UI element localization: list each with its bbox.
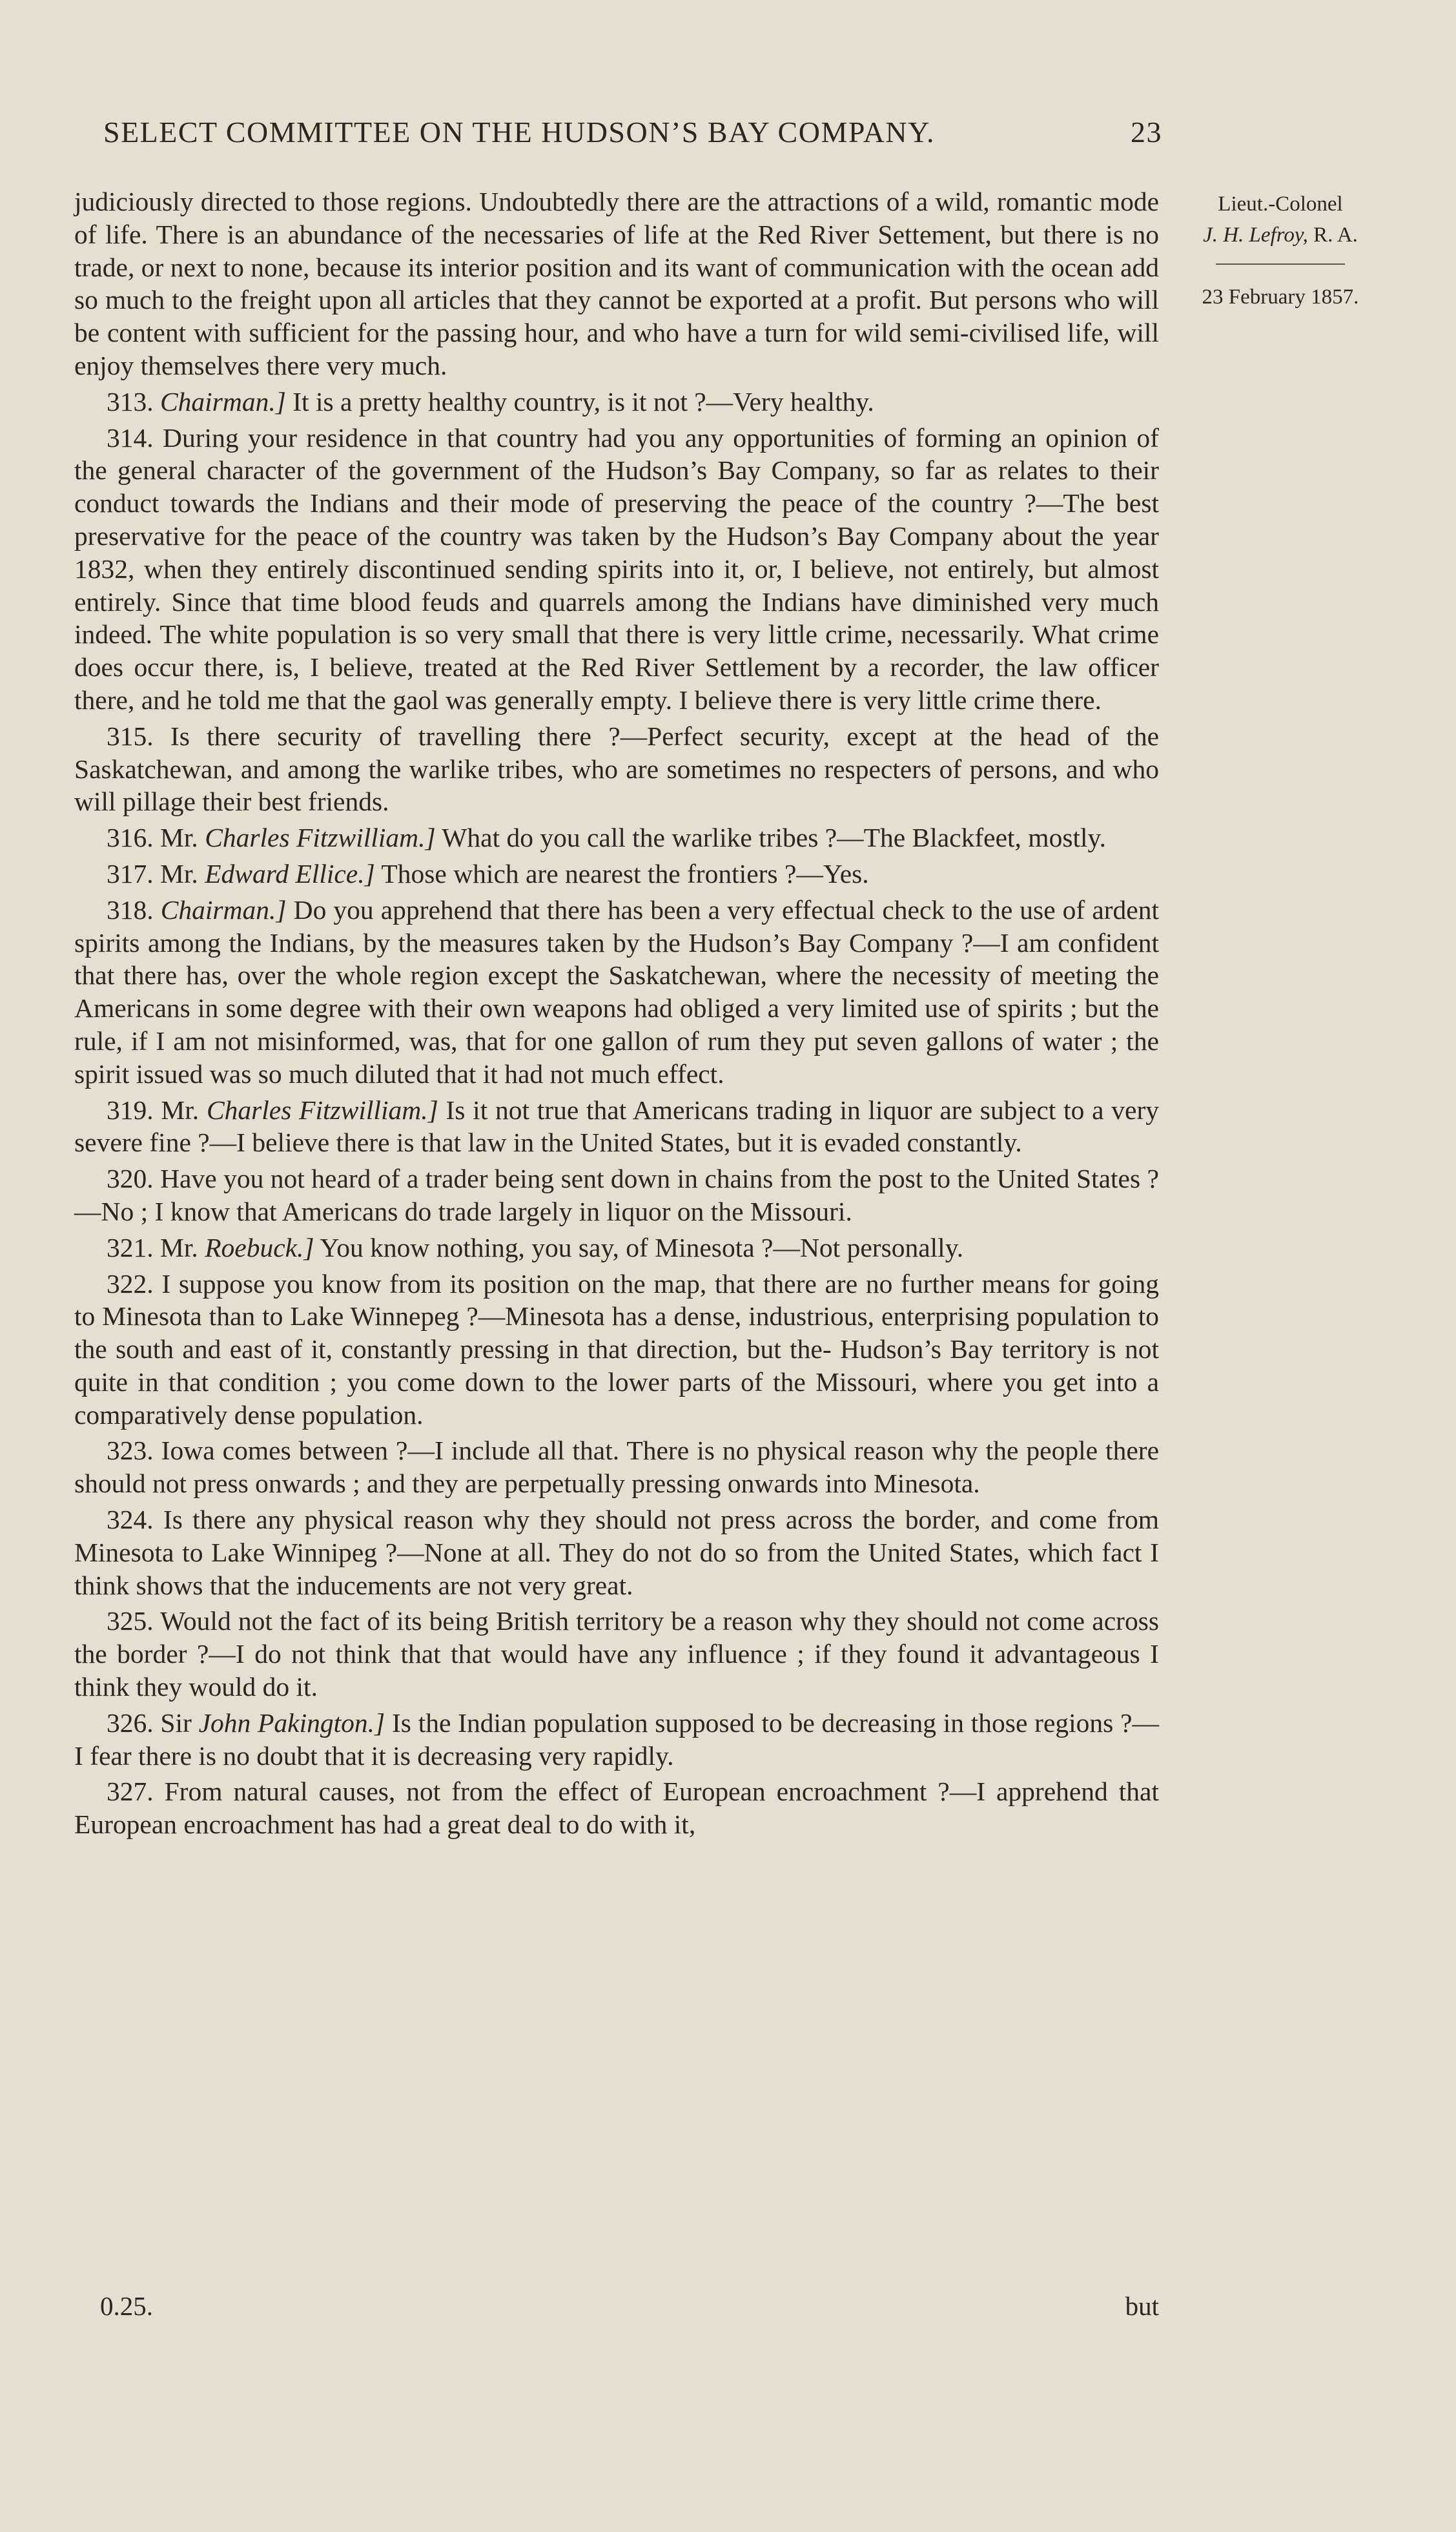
witness-name-line: [1174, 220, 1387, 251]
paragraph-text: Is there security of travelling there ?—Perfect security, except at the head of the Saskatchewan, and among the warlike tribes, who are sometimes no respecters of persons, and who will pillage their best friends.: [74, 721, 1160, 817]
paragraph-text: Is it not true that Americans trading in liquor are subject to a very severe fine ?—I believe there is that law in the United States, but it is evaded constantly.: [74, 1095, 1160, 1158]
paragraph-text: You know nothing, you say, of Minesota ?—Not personally.: [320, 1232, 964, 1262]
speaker-name: Chairman.]: [160, 386, 286, 417]
paragraph-text: What do you call the warlike tribes ?—The Blackfeet, mostly.: [442, 823, 1106, 853]
paragraph-text: It is a pretty healthy country, is it not ?—Very healthy.: [292, 386, 874, 417]
paragraph-text: Those which are nearest the frontiers ?—Yes.: [381, 858, 869, 889]
catchword: but: [1125, 2291, 1159, 2321]
testimony-paragraph: [74, 1503, 1159, 1601]
paragraph-text: Would not the fact of its being British territory be a reason why they should not come across the border ?—I do not think that that would have any influence ; if they found it advantageous I think they would do it.: [74, 1606, 1159, 1702]
question-number: 317.: [107, 858, 154, 889]
question-number: 316.: [107, 823, 154, 853]
question-number: 326.: [107, 1707, 154, 1738]
testimony-paragraph: [74, 1434, 1159, 1500]
testimony-paragraph: [74, 422, 1159, 717]
testimony-paragraph: [74, 858, 1159, 890]
question-number: 314.: [107, 422, 154, 453]
testimony-paragraph: [74, 1775, 1159, 1841]
paragraph-text: Is the Indian population supposed to be decreasing in those regions ?—I fear there is no doubt that it is decreasing very rapidly.: [74, 1707, 1160, 1771]
margin-note: [1174, 189, 1387, 313]
testimony-paragraph: [74, 720, 1159, 818]
speaker-title: Mr.: [160, 1232, 198, 1262]
testimony-paragraph: [74, 1231, 1159, 1264]
question-number: 315.: [107, 721, 154, 751]
question-number: 324.: [107, 1505, 154, 1535]
paragraph-text: Iowa comes between ?—I include all that. There is no physical reason why the people there should not press onwards ; and they are perpetually pressing onwards into Minesota.: [74, 1436, 1159, 1499]
header-title: SELECT COMMITTEE ON THE HUDSON’S BAY COMPANY.: [103, 116, 935, 149]
paragraph-text: I suppose you know from its position on the map, that there are no further means for going to Minesota than to Lake Winnepeg ?—Minesota has a dense, industrious, enterprising population to the south and east of it, constantly pressing in that direction, but the- Hudson’s Bay territory is not quite in that condition ; you come down to the lower parts of the Missouri, where you get into a comparatively dense population.: [74, 1268, 1159, 1430]
question-number: 325.: [107, 1606, 154, 1636]
paragraph-text: Do you apprehend that there has been a very effectual check to the use of ardent spirits among the Indians, by the measures taken by the Hudson’s Bay Company ?—I am confident that there has, over the whole region except the Saskatchewan, where the necessity of meeting the Americans in some degree with their own weapons had obliged a very limited use of spirits ; but the rule, if I am not misinformed, was, that for one gallon of rum they put seven gallons of water ; the spirit issued was so much diluted that it had not much effect.: [74, 894, 1160, 1089]
testimony-paragraph: [74, 894, 1159, 1091]
speaker-name: Roebuck.]: [205, 1232, 314, 1262]
page-number: 23: [1131, 116, 1162, 149]
paragraph-text: During your residence in that country had you any opportunities of forming an opinion of the general character of the government of the Hudson’s Bay Company, so far as relates to their conduct towards the Indians and their mode of preserving the peace of the country ?—The best preservative for the peace of the country was taken by the Hudson’s Bay Company about the year 1832, when they entirely discontinued sending spirits into it, or, I believe, not entirely, but almost entirely. Since that time blood feuds and quarrels among the Indians have diminished very much indeed. The white population is so very small that there is very little crime, necessarily. What crime does occur there, is, I believe, treated at the Red River Settlement by a recorder, the law officer there, and he told me that the gaol was generally empty. I believe there is very little crime there.: [74, 422, 1159, 715]
speaker-name: Charles Fitzwilliam.]: [205, 823, 436, 853]
speaker-name: Edward Ellice.]: [205, 858, 375, 889]
running-header: [103, 115, 1162, 149]
speaker-title: Mr.: [160, 858, 198, 889]
testimony-date: 23 February 1857.: [1202, 285, 1359, 309]
testimony-paragraph: [74, 1605, 1159, 1703]
printer-signature: 0.25.: [100, 2291, 153, 2321]
witness-name: J. H. Lefroy,: [1203, 223, 1308, 247]
witness-suffix: R. A.: [1313, 223, 1358, 247]
testimony-paragraph: [74, 386, 1159, 418]
page-footer: [100, 2290, 1159, 2321]
testimony-paragraph: [74, 1094, 1159, 1160]
question-number: 322.: [107, 1268, 154, 1299]
margin-rule: [1216, 263, 1345, 265]
speaker-title: Sir: [160, 1707, 192, 1738]
paragraph-text: judiciously directed to those regions. Undoubtedly there are the attractions of a wild, romantic mode of life. There is an abundance of the necessaries of life at the Red River Settement, but there is no trade, or next to none, because its interior position and its want of communication with the ocean add so much to the freight upon all articles that they cannot be exported at a profit. But persons who will be content with sufficient for the passing hour, and who have a turn for wild semi-civilised life, will enjoy themselves there very much.: [74, 187, 1159, 380]
question-number: 313.: [107, 386, 154, 417]
testimony-paragraph: [74, 821, 1159, 854]
question-number: 323.: [107, 1436, 154, 1466]
witness-rank: Lieut.-Colonel: [1218, 192, 1343, 216]
testimony-paragraph: [74, 1162, 1159, 1228]
testimony-paragraph: [74, 1268, 1159, 1432]
paragraph-text: Is there any physical reason why they should not press across the border, and come from Minesota to Lake Winnipeg ?—None at all. They do not do so from the United States, which fact I think shows that the inducements are not very great.: [74, 1505, 1160, 1600]
speaker-name: Charles Fitzwilliam.]: [206, 1095, 438, 1125]
question-number: 319.: [107, 1095, 154, 1125]
speaker-title: Mr.: [160, 823, 198, 853]
question-number: 327.: [107, 1776, 154, 1807]
question-number: 320.: [107, 1164, 154, 1194]
speaker-title: Mr.: [161, 1095, 200, 1125]
testimony-paragraph: [74, 185, 1159, 382]
paragraph-text: From natural causes, not from the effect of European encroachment ?—I apprehend that European encroachment has had a great deal to do with it,: [74, 1776, 1159, 1840]
speaker-name: John Pakington.]: [198, 1707, 385, 1738]
testimony-paragraph: [74, 1707, 1159, 1773]
question-number: 318.: [107, 894, 154, 925]
speaker-name: Chairman.]: [160, 894, 287, 925]
question-number: 321.: [107, 1232, 154, 1262]
paragraph-text: Have you not heard of a trader being sent down in chains from the post to the United States ?—No ; I know that Americans do trade largely in liquor on the Missouri.: [74, 1164, 1159, 1226]
testimony-body: [74, 185, 1159, 1844]
